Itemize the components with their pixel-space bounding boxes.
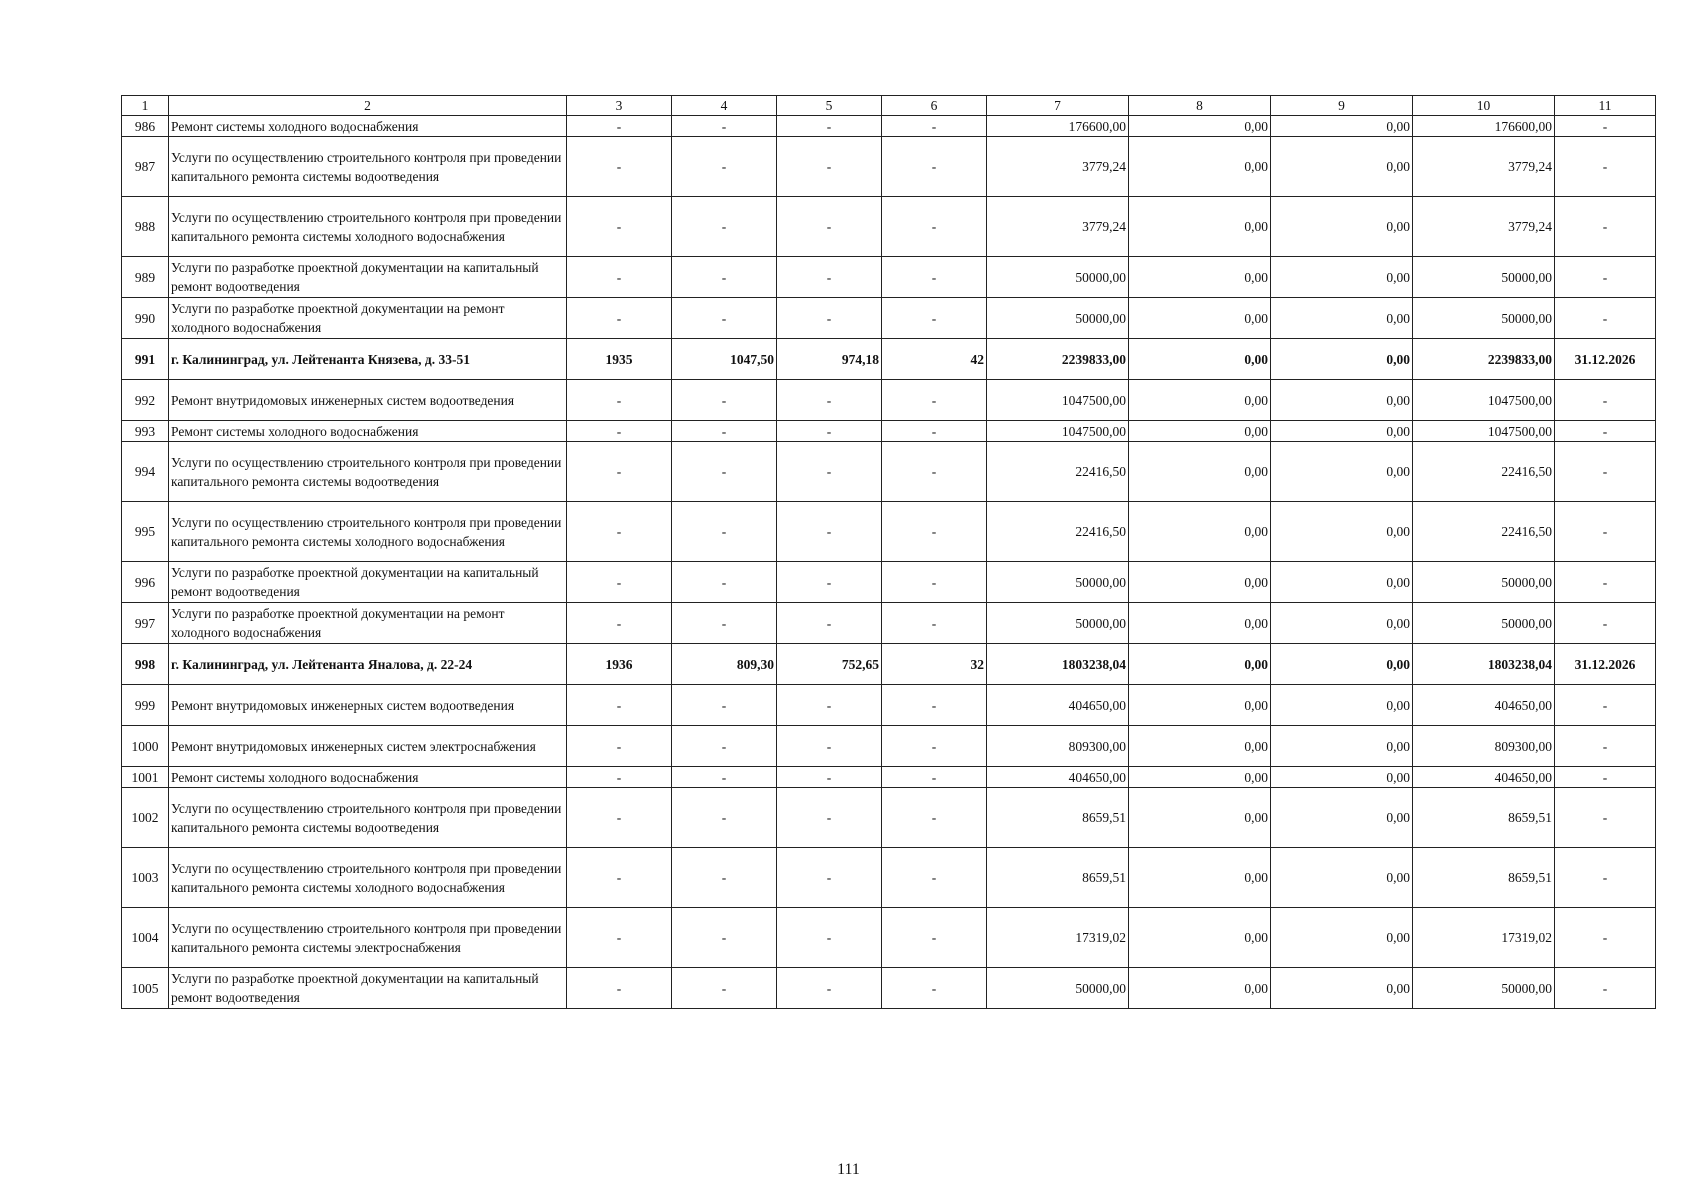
header-col-8: 8 (1129, 96, 1271, 116)
cost-column-10-cell: 50000,00 (1413, 562, 1555, 603)
cost-column-10-cell: 50000,00 (1413, 968, 1555, 1009)
completion-date-cell: - (1555, 562, 1656, 603)
address-row (122, 644, 1656, 685)
cost-column-10-cell: 404650,00 (1413, 685, 1555, 726)
work-description-cell: Услуги по осуществлению строительного контроля при проведении капитального ремонта системы холодного водоснабжения (169, 848, 567, 908)
residents-count-cell: - (882, 788, 987, 848)
table-row (122, 137, 1656, 197)
cost-column-8-cell: 0,00 (1129, 644, 1271, 685)
year-built-cell: 1935 (567, 339, 672, 380)
year-built-cell: - (567, 767, 672, 788)
page-number: 111 (837, 1161, 860, 1178)
completion-date-cell: - (1555, 848, 1656, 908)
work-description-cell: Услуги по разработке проектной документации на ремонт холодного водоснабжения (169, 603, 567, 644)
cost-column-10-cell: 3779,24 (1413, 197, 1555, 257)
column-number-header-row (122, 96, 1656, 116)
work-description-cell: Ремонт системы холодного водоснабжения (169, 421, 567, 442)
table-row (122, 116, 1656, 137)
living-area-cell: - (777, 380, 882, 421)
total-cost-cell: 809300,00 (987, 726, 1129, 767)
work-description-cell: Ремонт системы холодного водоснабжения (169, 767, 567, 788)
total-area-cell: - (672, 380, 777, 421)
table-row (122, 502, 1656, 562)
work-description-cell: Ремонт системы холодного водоснабжения (169, 116, 567, 137)
year-built-cell: - (567, 726, 672, 767)
table-row (122, 298, 1656, 339)
table-row (122, 603, 1656, 644)
cost-column-10-cell: 809300,00 (1413, 726, 1555, 767)
work-description-cell: Услуги по разработке проектной документации на капитальный ремонт водоотведения (169, 257, 567, 298)
year-built-cell: 1936 (567, 644, 672, 685)
cost-column-8-cell: 0,00 (1129, 116, 1271, 137)
year-built-cell: - (567, 603, 672, 644)
living-area-cell: - (777, 298, 882, 339)
table-row (122, 726, 1656, 767)
total-area-cell: - (672, 421, 777, 442)
year-built-cell: - (567, 116, 672, 137)
total-area-cell: - (672, 908, 777, 968)
cost-column-10-cell: 50000,00 (1413, 603, 1555, 644)
table-row (122, 442, 1656, 502)
cost-column-8-cell: 0,00 (1129, 257, 1271, 298)
total-area-cell: - (672, 562, 777, 603)
cost-column-9-cell: 0,00 (1271, 421, 1413, 442)
table-body (122, 116, 1656, 1009)
year-built-cell: - (567, 968, 672, 1009)
header-col-9: 9 (1271, 96, 1413, 116)
cost-column-9-cell: 0,00 (1271, 380, 1413, 421)
total-cost-cell: 1803238,04 (987, 644, 1129, 685)
total-cost-cell: 50000,00 (987, 968, 1129, 1009)
residents-count-cell: - (882, 848, 987, 908)
cost-column-8-cell: 0,00 (1129, 502, 1271, 562)
row-number-cell: 1002 (122, 788, 169, 848)
cost-column-9-cell: 0,00 (1271, 726, 1413, 767)
header-col-1: 1 (122, 96, 169, 116)
total-area-cell: - (672, 298, 777, 339)
work-description-cell: Услуги по разработке проектной документации на капитальный ремонт водоотведения (169, 562, 567, 603)
residents-count-cell: - (882, 197, 987, 257)
header-col-3: 3 (567, 96, 672, 116)
living-area-cell: - (777, 116, 882, 137)
cost-column-10-cell: 17319,02 (1413, 908, 1555, 968)
total-cost-cell: 50000,00 (987, 562, 1129, 603)
header-col-7: 7 (987, 96, 1129, 116)
cost-column-9-cell: 0,00 (1271, 848, 1413, 908)
cost-column-10-cell: 404650,00 (1413, 767, 1555, 788)
total-area-cell: - (672, 685, 777, 726)
residents-count-cell: - (882, 116, 987, 137)
total-area-cell: - (672, 197, 777, 257)
table-row (122, 908, 1656, 968)
completion-date-cell: - (1555, 603, 1656, 644)
living-area-cell: - (777, 685, 882, 726)
total-area-cell: - (672, 726, 777, 767)
total-cost-cell: 22416,50 (987, 442, 1129, 502)
completion-date-cell: - (1555, 421, 1656, 442)
cost-column-9-cell: 0,00 (1271, 502, 1413, 562)
living-area-cell: - (777, 603, 882, 644)
cost-column-10-cell: 8659,51 (1413, 848, 1555, 908)
cost-column-9-cell: 0,00 (1271, 116, 1413, 137)
cost-column-9-cell: 0,00 (1271, 442, 1413, 502)
cost-column-9-cell: 0,00 (1271, 137, 1413, 197)
year-built-cell: - (567, 257, 672, 298)
residents-count-cell: 32 (882, 644, 987, 685)
work-description-cell: Ремонт внутридомовых инженерных систем водоотведения (169, 685, 567, 726)
row-number-cell: 994 (122, 442, 169, 502)
work-description-cell: г. Калининград, ул. Лейтенанта Князева, д. 33-51 (169, 339, 567, 380)
cost-column-10-cell: 1047500,00 (1413, 421, 1555, 442)
living-area-cell: 974,18 (777, 339, 882, 380)
row-number-cell: 998 (122, 644, 169, 685)
year-built-cell: - (567, 908, 672, 968)
cost-column-10-cell: 50000,00 (1413, 298, 1555, 339)
row-number-cell: 1000 (122, 726, 169, 767)
year-built-cell: - (567, 137, 672, 197)
cost-column-10-cell: 1047500,00 (1413, 380, 1555, 421)
cost-column-10-cell: 8659,51 (1413, 788, 1555, 848)
residents-count-cell: - (882, 968, 987, 1009)
total-area-cell: - (672, 442, 777, 502)
cost-column-9-cell: 0,00 (1271, 603, 1413, 644)
cost-column-10-cell: 22416,50 (1413, 442, 1555, 502)
completion-date-cell: - (1555, 968, 1656, 1009)
row-number-cell: 1004 (122, 908, 169, 968)
completion-date-cell: - (1555, 197, 1656, 257)
row-number-cell: 992 (122, 380, 169, 421)
cost-column-8-cell: 0,00 (1129, 848, 1271, 908)
total-cost-cell: 8659,51 (987, 788, 1129, 848)
residents-count-cell: - (882, 603, 987, 644)
residents-count-cell: - (882, 685, 987, 726)
completion-date-cell: - (1555, 380, 1656, 421)
cost-column-8-cell: 0,00 (1129, 380, 1271, 421)
cost-column-10-cell: 3779,24 (1413, 137, 1555, 197)
row-number-cell: 997 (122, 603, 169, 644)
year-built-cell: - (567, 298, 672, 339)
work-description-cell: Услуги по разработке проектной документации на ремонт холодного водоснабжения (169, 298, 567, 339)
cost-column-8-cell: 0,00 (1129, 298, 1271, 339)
table-row (122, 685, 1656, 726)
row-number-cell: 995 (122, 502, 169, 562)
living-area-cell: - (777, 197, 882, 257)
completion-date-cell: - (1555, 726, 1656, 767)
total-area-cell: - (672, 502, 777, 562)
total-cost-cell: 404650,00 (987, 685, 1129, 726)
total-cost-cell: 404650,00 (987, 767, 1129, 788)
work-description-cell: Услуги по осуществлению строительного контроля при проведении капитального ремонта системы электроснабжения (169, 908, 567, 968)
total-area-cell: - (672, 788, 777, 848)
table-row (122, 562, 1656, 603)
cost-column-8-cell: 0,00 (1129, 726, 1271, 767)
total-cost-cell: 22416,50 (987, 502, 1129, 562)
cost-column-9-cell: 0,00 (1271, 197, 1413, 257)
row-number-cell: 988 (122, 197, 169, 257)
row-number-cell: 996 (122, 562, 169, 603)
table-row (122, 197, 1656, 257)
residents-count-cell: - (882, 298, 987, 339)
cost-column-8-cell: 0,00 (1129, 685, 1271, 726)
total-cost-cell: 17319,02 (987, 908, 1129, 968)
cost-column-9-cell: 0,00 (1271, 257, 1413, 298)
cost-column-8-cell: 0,00 (1129, 421, 1271, 442)
work-description-cell: Услуги по разработке проектной документации на капитальный ремонт водоотведения (169, 968, 567, 1009)
header-col-11: 11 (1555, 96, 1656, 116)
completion-date-cell: - (1555, 442, 1656, 502)
year-built-cell: - (567, 685, 672, 726)
living-area-cell: 752,65 (777, 644, 882, 685)
work-description-cell: Услуги по осуществлению строительного контроля при проведении капитального ремонта системы водоотведения (169, 137, 567, 197)
completion-date-cell: 31.12.2026 (1555, 339, 1656, 380)
cost-column-8-cell: 0,00 (1129, 137, 1271, 197)
cost-column-8-cell: 0,00 (1129, 968, 1271, 1009)
completion-date-cell: - (1555, 502, 1656, 562)
total-cost-cell: 8659,51 (987, 848, 1129, 908)
table-row (122, 767, 1656, 788)
cost-column-8-cell: 0,00 (1129, 788, 1271, 848)
cost-column-10-cell: 22416,50 (1413, 502, 1555, 562)
cost-column-8-cell: 0,00 (1129, 197, 1271, 257)
residents-count-cell: - (882, 442, 987, 502)
residents-count-cell: - (882, 908, 987, 968)
residents-count-cell: - (882, 137, 987, 197)
completion-date-cell: 31.12.2026 (1555, 644, 1656, 685)
total-cost-cell: 50000,00 (987, 603, 1129, 644)
living-area-cell: - (777, 788, 882, 848)
completion-date-cell: - (1555, 116, 1656, 137)
total-area-cell: - (672, 116, 777, 137)
cost-column-10-cell: 1803238,04 (1413, 644, 1555, 685)
row-number-cell: 989 (122, 257, 169, 298)
cost-column-8-cell: 0,00 (1129, 767, 1271, 788)
completion-date-cell: - (1555, 257, 1656, 298)
header-col-10: 10 (1413, 96, 1555, 116)
row-number-cell: 991 (122, 339, 169, 380)
total-area-cell: 1047,50 (672, 339, 777, 380)
row-number-cell: 987 (122, 137, 169, 197)
table-row (122, 788, 1656, 848)
total-cost-cell: 2239833,00 (987, 339, 1129, 380)
residents-count-cell: - (882, 421, 987, 442)
work-description-cell: Ремонт внутридомовых инженерных систем электроснабжения (169, 726, 567, 767)
header-col-5: 5 (777, 96, 882, 116)
cost-column-9-cell: 0,00 (1271, 968, 1413, 1009)
total-cost-cell: 1047500,00 (987, 380, 1129, 421)
cost-column-9-cell: 0,00 (1271, 644, 1413, 685)
cost-column-10-cell: 2239833,00 (1413, 339, 1555, 380)
cost-column-8-cell: 0,00 (1129, 442, 1271, 502)
total-cost-cell: 50000,00 (987, 298, 1129, 339)
cost-column-8-cell: 0,00 (1129, 562, 1271, 603)
completion-date-cell: - (1555, 137, 1656, 197)
total-cost-cell: 1047500,00 (987, 421, 1129, 442)
row-number-cell: 990 (122, 298, 169, 339)
year-built-cell: - (567, 788, 672, 848)
completion-date-cell: - (1555, 298, 1656, 339)
year-built-cell: - (567, 421, 672, 442)
table-row (122, 421, 1656, 442)
residents-count-cell: - (882, 257, 987, 298)
total-area-cell: - (672, 968, 777, 1009)
living-area-cell: - (777, 968, 882, 1009)
table-row (122, 968, 1656, 1009)
total-cost-cell: 3779,24 (987, 137, 1129, 197)
living-area-cell: - (777, 562, 882, 603)
total-area-cell: - (672, 767, 777, 788)
cost-column-9-cell: 0,00 (1271, 298, 1413, 339)
completion-date-cell: - (1555, 788, 1656, 848)
total-area-cell: - (672, 848, 777, 908)
completion-date-cell: - (1555, 767, 1656, 788)
cost-column-9-cell: 0,00 (1271, 562, 1413, 603)
year-built-cell: - (567, 848, 672, 908)
total-cost-cell: 176600,00 (987, 116, 1129, 137)
year-built-cell: - (567, 442, 672, 502)
total-cost-cell: 50000,00 (987, 257, 1129, 298)
address-row (122, 339, 1656, 380)
residents-count-cell: - (882, 562, 987, 603)
work-description-cell: Услуги по осуществлению строительного контроля при проведении капитального ремонта системы водоотведения (169, 788, 567, 848)
living-area-cell: - (777, 726, 882, 767)
living-area-cell: - (777, 908, 882, 968)
cost-column-9-cell: 0,00 (1271, 339, 1413, 380)
table-row (122, 380, 1656, 421)
table-row (122, 848, 1656, 908)
row-number-cell: 999 (122, 685, 169, 726)
completion-date-cell: - (1555, 685, 1656, 726)
cost-column-8-cell: 0,00 (1129, 603, 1271, 644)
cost-column-10-cell: 176600,00 (1413, 116, 1555, 137)
header-col-6: 6 (882, 96, 987, 116)
cost-column-9-cell: 0,00 (1271, 685, 1413, 726)
residents-count-cell: - (882, 767, 987, 788)
work-description-cell: Услуги по осуществлению строительного контроля при проведении капитального ремонта системы холодного водоснабжения (169, 502, 567, 562)
year-built-cell: - (567, 562, 672, 603)
residents-count-cell: 42 (882, 339, 987, 380)
year-built-cell: - (567, 502, 672, 562)
cost-column-9-cell: 0,00 (1271, 908, 1413, 968)
row-number-cell: 993 (122, 421, 169, 442)
header-col-2: 2 (169, 96, 567, 116)
residents-count-cell: - (882, 726, 987, 767)
table-row (122, 257, 1656, 298)
work-description-cell: Ремонт внутридомовых инженерных систем водоотведения (169, 380, 567, 421)
total-area-cell: - (672, 137, 777, 197)
residents-count-cell: - (882, 502, 987, 562)
living-area-cell: - (777, 421, 882, 442)
cost-column-8-cell: 0,00 (1129, 908, 1271, 968)
living-area-cell: - (777, 767, 882, 788)
work-description-cell: г. Калининград, ул. Лейтенанта Яналова, д. 22-24 (169, 644, 567, 685)
total-cost-cell: 3779,24 (987, 197, 1129, 257)
work-description-cell: Услуги по осуществлению строительного контроля при проведении капитального ремонта системы холодного водоснабжения (169, 197, 567, 257)
row-number-cell: 1005 (122, 968, 169, 1009)
year-built-cell: - (567, 197, 672, 257)
completion-date-cell: - (1555, 908, 1656, 968)
living-area-cell: - (777, 848, 882, 908)
living-area-cell: - (777, 257, 882, 298)
living-area-cell: - (777, 137, 882, 197)
repair-plan-table (121, 95, 1656, 1009)
year-built-cell: - (567, 380, 672, 421)
residents-count-cell: - (882, 380, 987, 421)
total-area-cell: - (672, 257, 777, 298)
row-number-cell: 1001 (122, 767, 169, 788)
row-number-cell: 986 (122, 116, 169, 137)
total-area-cell: 809,30 (672, 644, 777, 685)
living-area-cell: - (777, 502, 882, 562)
cost-column-9-cell: 0,00 (1271, 767, 1413, 788)
total-area-cell: - (672, 603, 777, 644)
work-description-cell: Услуги по осуществлению строительного контроля при проведении капитального ремонта системы водоотведения (169, 442, 567, 502)
cost-column-9-cell: 0,00 (1271, 788, 1413, 848)
row-number-cell: 1003 (122, 848, 169, 908)
living-area-cell: - (777, 442, 882, 502)
cost-column-8-cell: 0,00 (1129, 339, 1271, 380)
header-col-4: 4 (672, 96, 777, 116)
cost-column-10-cell: 50000,00 (1413, 257, 1555, 298)
